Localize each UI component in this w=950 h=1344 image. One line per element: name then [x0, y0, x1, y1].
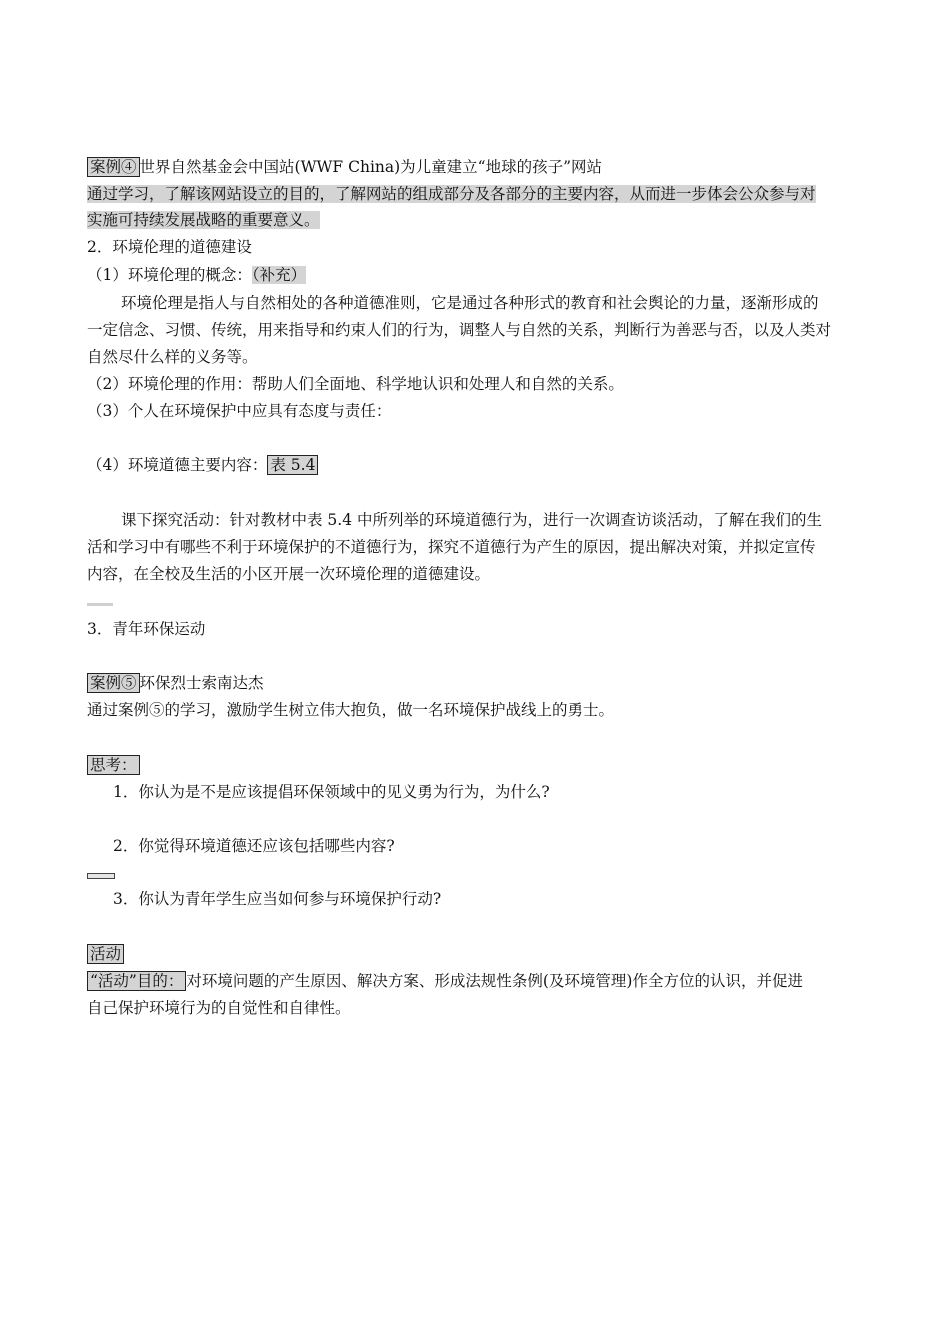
activity-purpose-line-1: “活动”目的： 对环境问题的产生原因、解决方案、形成法规性条例(及环境管理)作全方位的认识，并促进: [87, 968, 803, 994]
section-3-title: 3．青年环保运动: [87, 620, 206, 638]
divider: [87, 603, 113, 606]
concept-line-3: 自然尽什么样的义务等。: [87, 348, 258, 366]
case5-title: 环保烈士索南达杰: [139, 674, 264, 692]
activity-line-2: 活和学习中有哪些不利于环境保护的不道德行为，探究不道德行为产生的原因，提出解决对策，并拟定宣传: [87, 538, 816, 556]
item-2: （2）环境伦理的作用：帮助人们全面地、科学地认识和处理人和自然的关系。: [87, 375, 624, 393]
activity-line-3: 内容，在全校及生活的小区开展一次环境伦理的道德建设。: [87, 565, 491, 583]
activity-line-1: 课下探究活动：针对教材中表 5.4 中所列举的环境道德行为，进行一次调查访谈活动，了解在我们的生: [121, 511, 823, 529]
purpose-tag: “活动”目的：: [87, 971, 186, 991]
section-2-title: 2．环境伦理的道德建设: [87, 238, 252, 256]
concept-line-2: 一定信念、习惯、传统，用来指导和约束人们的行为，调整人与自然的关系，判断行为善恶与否，以及人类对: [87, 321, 832, 339]
item-3: （3）个人在环境保护中应具有态度与责任：: [87, 402, 392, 420]
activity-purpose-line-2: 自己保护环境行为的自觉性和自律性。: [87, 999, 351, 1017]
case5-text: 通过案例⑤的学习，激励学生树立伟大抱负，做一名环境保护战线上的勇士。: [87, 701, 615, 719]
question-1: 1．你认为是不是应该提倡环保领域中的见义勇为行为，为什么?: [113, 783, 550, 801]
table-ref-tag: 表 5.4: [267, 455, 318, 475]
activity-tag: 活动: [87, 944, 124, 964]
think-heading: [87, 752, 140, 778]
question-2: 2．你觉得环境道德还应该包括哪些内容?: [113, 837, 395, 855]
activity-heading: [87, 941, 124, 967]
item-1: （1）环境伦理的概念：（补充）: [87, 266, 307, 284]
case4-text-line-2: 实施可持续发展战略的重要意义。: [87, 211, 320, 229]
item-4: （4）环境道德主要内容： 表 5.4: [87, 452, 318, 478]
concept-line-1: 环境伦理是指人与自然相处的各种道德准则，它是通过各种形式的教育和社会舆论的力量，逐渐形成的: [121, 294, 819, 312]
case4-text-line-1: 通过学习，了解该网站设立的目的，了解网站的组成部分及各部分的主要内容，从而进一步体会公众参与对: [87, 185, 816, 203]
supplement-tag: （补充）: [251, 266, 307, 284]
case5-tag: 案例⑤: [87, 673, 140, 693]
case4-tag: 案例④: [87, 157, 140, 177]
case4-title: 世界自然基金会中国站(WWF China)为儿童建立“地球的孩子”网站: [139, 158, 603, 176]
question-3: 3．你认为青年学生应当如何参与环境保护行动?: [113, 890, 442, 908]
case5-heading: [87, 670, 264, 696]
case4-heading: [87, 154, 602, 180]
think-tag: 思考：: [87, 755, 140, 775]
divider-box: [87, 873, 115, 879]
